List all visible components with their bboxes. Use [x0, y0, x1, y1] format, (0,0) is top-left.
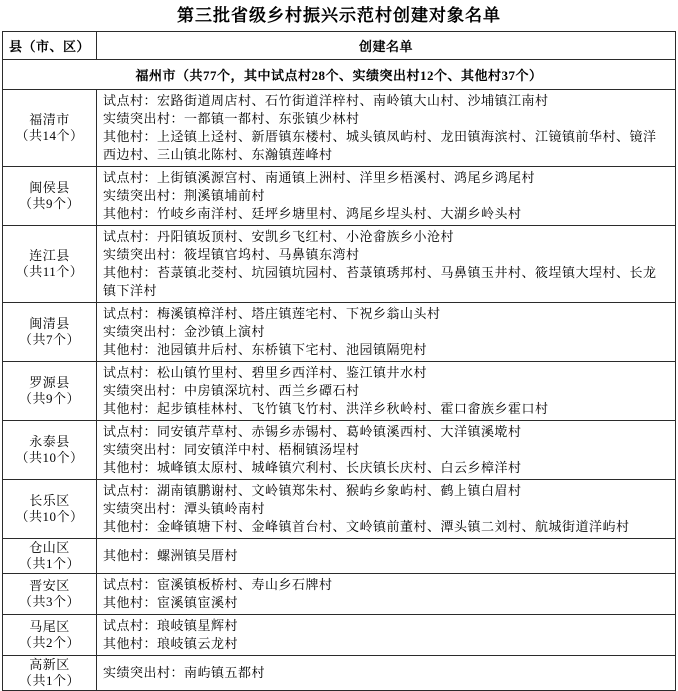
table-row [3, 362, 676, 421]
county-count: （共3个） [18, 594, 80, 609]
table-row [3, 656, 676, 691]
village-list-cell [97, 226, 676, 303]
county-count: （共14个） [15, 128, 84, 143]
header-county-column: 县（市、区） [3, 32, 97, 60]
county-cell [3, 167, 97, 226]
village-list-cell [97, 615, 676, 656]
village-list-line: 其他村：金峰镇塘下村、金峰镇首台村、文岭镇前董村、潭头镇二刘村、航城街道洋屿村 [103, 519, 630, 534]
county-cell [3, 480, 97, 539]
village-list-line: 其他村：苔菉镇北茭村、坑园镇坑园村、苔菉镇琇邦村、马鼻镇玉井村、筱埕镇大埕村、长龙镇下洋村 [103, 265, 657, 298]
village-list-line: 试点村：琅岐镇星辉村 [103, 618, 239, 633]
table-row [3, 303, 676, 362]
table-row [3, 167, 676, 226]
village-list-line: 其他村：城峰镇太原村、城峰镇穴利村、长庆镇长庆村、白云乡樟洋村 [103, 460, 522, 475]
county-name: 高新区 [29, 657, 70, 672]
table-row [3, 480, 676, 539]
table-row [3, 539, 676, 574]
county-count: （共11个） [15, 264, 84, 279]
village-list-line: 其他村：池园镇井后村、东桥镇下宅村、池园镇隔兜村 [103, 342, 428, 357]
village-list-line: 其他村：上迳镇上迳村、新厝镇东楼村、城头镇凤屿村、龙田镇海滨村、江镜镇前华村、镜洋西边村、三山镇北陈村、东瀚镇莲峰村 [103, 129, 657, 162]
county-name: 闽侯县 [29, 180, 70, 195]
village-list-line: 实绩突出村：荆溪镇埔前村 [103, 188, 266, 203]
village-list-line: 试点村：湖南镇鹏谢村、文岭镇郑朱村、猴屿乡象屿村、鹤上镇白眉村 [103, 483, 522, 498]
county-cell [3, 615, 97, 656]
county-cell [3, 362, 97, 421]
document-title: 第三批省级乡村振兴示范村创建对象名单 [177, 6, 501, 25]
county-count: （共10个） [15, 450, 84, 465]
village-list-line: 试点村：丹阳镇坂顶村、安凯乡飞红村、小沧畲族乡小沧村 [103, 229, 455, 244]
village-list-cell [97, 167, 676, 226]
county-count: （共1个） [18, 673, 80, 688]
village-list-cell [97, 656, 676, 691]
header-list-column: 创建名单 [97, 32, 676, 60]
village-list-line: 试点村：梅溪镇樟洋村、塔庄镇莲宅村、下祝乡翁山头村 [103, 306, 441, 321]
county-cell [3, 656, 97, 691]
county-name: 闽清县 [29, 316, 70, 331]
village-list-line: 实绩突出村：一都镇一都村、东张镇少林村 [103, 111, 360, 126]
county-name: 长乐区 [29, 493, 70, 508]
county-count: （共9个） [18, 196, 80, 211]
village-list-line: 其他村：螺洲镇吴厝村 [103, 548, 239, 563]
table-row [3, 90, 676, 167]
village-list-line: 其他村：琅岐镇云龙村 [103, 636, 239, 651]
village-list-line: 实绩突出村：同安镇洋中村、梧桐镇汤埕村 [103, 442, 360, 457]
village-list-cell [97, 421, 676, 480]
city-summary-text: 福州市（共77个，其中试点村28个、实绩突出村12个、其他村37个） [3, 60, 676, 90]
village-list-line: 实绩突出村：金沙镇上演村 [103, 324, 266, 339]
village-list-line: 试点村：同安镇芹草村、赤锡乡赤锡村、葛岭镇溪西村、大洋镇溪墘村 [103, 424, 522, 439]
village-list-cell [97, 574, 676, 615]
village-list-line: 其他村：竹岐乡南洋村、廷坪乡塘里村、鸿尾乡埕头村、大湖乡岭头村 [103, 206, 522, 221]
village-list-line: 实绩突出村：中房镇深坑村、西兰乡磹石村 [103, 383, 360, 398]
county-name: 福清市 [29, 112, 70, 127]
table-row [3, 421, 676, 480]
table-row [3, 226, 676, 303]
village-list-cell [97, 539, 676, 574]
county-count: （共2个） [18, 635, 80, 650]
county-cell [3, 226, 97, 303]
county-cell [3, 539, 97, 574]
village-list-cell [97, 362, 676, 421]
village-list-line: 试点村：松山镇竹里村、碧里乡西洋村、鉴江镇井水村 [103, 365, 428, 380]
county-name: 连江县 [29, 248, 70, 263]
demonstration-village-table [2, 31, 676, 691]
county-count: （共9个） [18, 391, 80, 406]
village-list-line: 其他村：宦溪镇宦溪村 [103, 595, 239, 610]
county-count: （共1个） [18, 556, 80, 571]
village-list-cell [97, 480, 676, 539]
village-list-line: 实绩突出村：南屿镇五都村 [103, 665, 266, 680]
village-list-cell [97, 90, 676, 167]
county-name: 仓山区 [29, 540, 70, 555]
city-summary-row [3, 60, 676, 90]
county-cell [3, 303, 97, 362]
table-header-row [3, 32, 676, 60]
village-list-line: 实绩突出村：潭头镇岭南村 [103, 501, 266, 516]
county-cell [3, 574, 97, 615]
table-row [3, 615, 676, 656]
county-cell [3, 421, 97, 480]
county-name: 晋安区 [29, 578, 70, 593]
county-count: （共10个） [15, 509, 84, 524]
county-count: （共7个） [18, 332, 80, 347]
county-name: 马尾区 [29, 619, 70, 634]
village-list-line: 其他村：起步镇桂林村、飞竹镇飞竹村、洪洋乡秋岭村、霍口畲族乡霍口村 [103, 401, 549, 416]
village-list-cell [97, 303, 676, 362]
table-body [3, 60, 676, 691]
table-row [3, 574, 676, 615]
village-list-line: 试点村：宏路街道周店村、石竹街道洋梓村、南岭镇大山村、沙埔镇江南村 [103, 93, 549, 108]
village-list-line: 实绩突出村：筱埕镇官坞村、马鼻镇东湾村 [103, 247, 360, 262]
village-list-line: 试点村：上街镇溪源宫村、南通镇上洲村、洋里乡梧溪村、鸿尾乡鸿尾村 [103, 170, 536, 185]
county-cell [3, 90, 97, 167]
county-name: 罗源县 [29, 375, 70, 390]
village-list-line: 试点村：宦溪镇板桥村、寿山乡石牌村 [103, 577, 333, 592]
county-name: 永泰县 [29, 434, 70, 449]
